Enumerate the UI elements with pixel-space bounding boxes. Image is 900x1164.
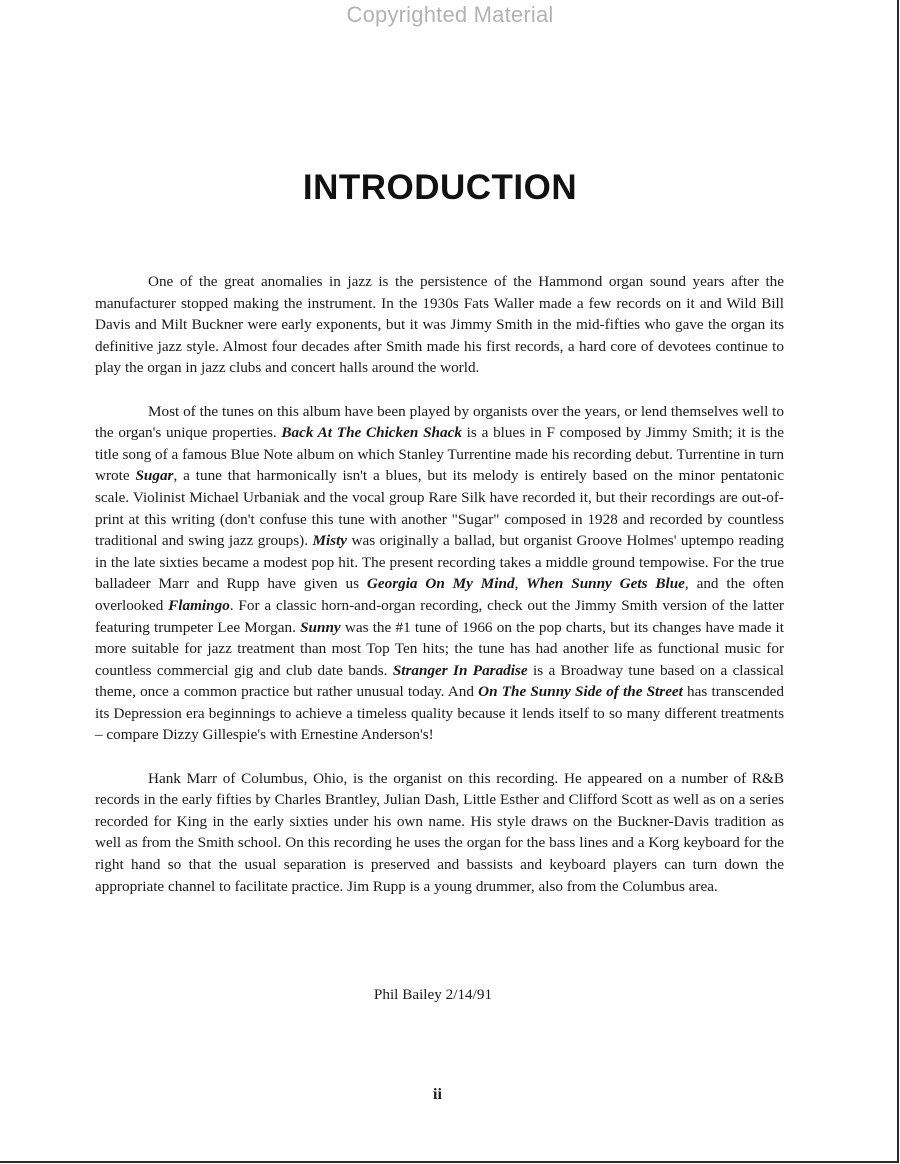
paragraph-tunes — [95, 401, 784, 747]
paragraph-text: is a Broadway tune based on a classical theme, once a common practice but rather unusual today. And — [95, 661, 785, 701]
paragraph-text: , a tune that harmonically isn't a blues, but its melody is entirely based on the minor pentatonic scale. Violinist Michael Urbaniak and the vocal group Rare Silk have recorded it, but their recordings are out-of-print at this writing (don't confuse this tune with another "Sugar" composed in 1928 and recorded by countless traditional and swing jazz groups). — [95, 467, 784, 550]
paragraph-performers — [95, 768, 784, 898]
paragraph-history — [95, 271, 784, 379]
paragraph-text: , and the often overlooked — [95, 575, 785, 614]
copyright-watermark: Copyrighted Material — [346, 2, 554, 27]
song-title: Flamingo — [168, 596, 230, 614]
song-title: Misty — [312, 532, 348, 550]
paragraph-text: was the #1 tune of 1966 on the pop charts, but its changes have made it more suitable for jazz treatment than most Top Ten hits; the tune has had another life as functional music for countless commercial gig and club date bands. — [95, 618, 784, 679]
song-title: Sunny — [300, 618, 341, 636]
song-title: Stranger In Paradise — [392, 661, 528, 679]
paragraph-text: , — [514, 575, 527, 593]
song-title: Sugar — [135, 467, 174, 485]
paragraph-text: Most of the tunes on this album have been played by organists over the years, or lend themselves well to the organ's unique properties. — [95, 402, 784, 442]
author-signature: Phil Bailey 2/14/91 — [373, 986, 493, 1003]
song-title: Back At The Chicken Shack — [281, 424, 462, 442]
introduction-body — [95, 271, 784, 897]
paragraph-text: . For a classic horn-and-organ recording, check out the Jimmy Smith version of the latter featuring trumpeter Lee Morgan. — [95, 596, 784, 636]
paragraph-text: Hank Marr of Columbus, Ohio, is the organist on this recording. He appeared on a number of R&B records in the early fifties by Charles Brantley, Julian Dash, Little Esther and Clifford Scott as well as on a series recorded for King in the early sixties under his own name. His style draws on the Buckner-Davis tradition as well as from the Smith school. On this recording he uses the organ for the bass lines and a Korg keyboard for the right hand so that the usual separation is preserved and bassists and keyboard players can turn down the appropriate channel to facilitate practice. Jim Rupp is a young drummer, also from the Columbus area. — [95, 769, 784, 895]
page-number: ii — [433, 1086, 442, 1103]
paragraph-text: has transcended its Depression era beginnings to achieve a timeless quality because it lends itself to so many different treatments – compare Dizzy Gillespie's with Ernestine Anderson's! — [95, 683, 784, 744]
paragraph-text: One of the great anomalies in jazz is the persistence of the Hammond organ sound years after the manufacturer stopped making the instrument. In the 1930s Fats Waller made a few records on it and Wild Bill Davis and Milt Buckner were early exponents, but it was Jimmy Smith in the mid-fifties who gave the organ its definitive jazz style. Almost four decades after Smith made his first records, a hard core of devotees continue to play the organ in jazz clubs and concert halls around the world. — [95, 273, 784, 377]
song-title: Georgia On My Mind — [366, 575, 515, 593]
song-title: On The Sunny Side of the Street — [478, 683, 683, 701]
paragraph-text: was originally a ballad, but organist Groove Holmes' uptempo reading in the late sixties became a modest pop hit. The present recording takes a middle ground tempowise. For the true balladeer Marr and Rupp have given us — [95, 532, 784, 593]
song-title: When Sunny Gets Blue — [526, 575, 685, 593]
paragraph-text: is a blues in F composed by Jimmy Smith; it is the title song of a famous Blue Note album on which Stanley Turrentine made his recording debut. Turrentine in turn wrote — [95, 424, 784, 485]
page-title: INTRODUCTION — [302, 168, 578, 207]
